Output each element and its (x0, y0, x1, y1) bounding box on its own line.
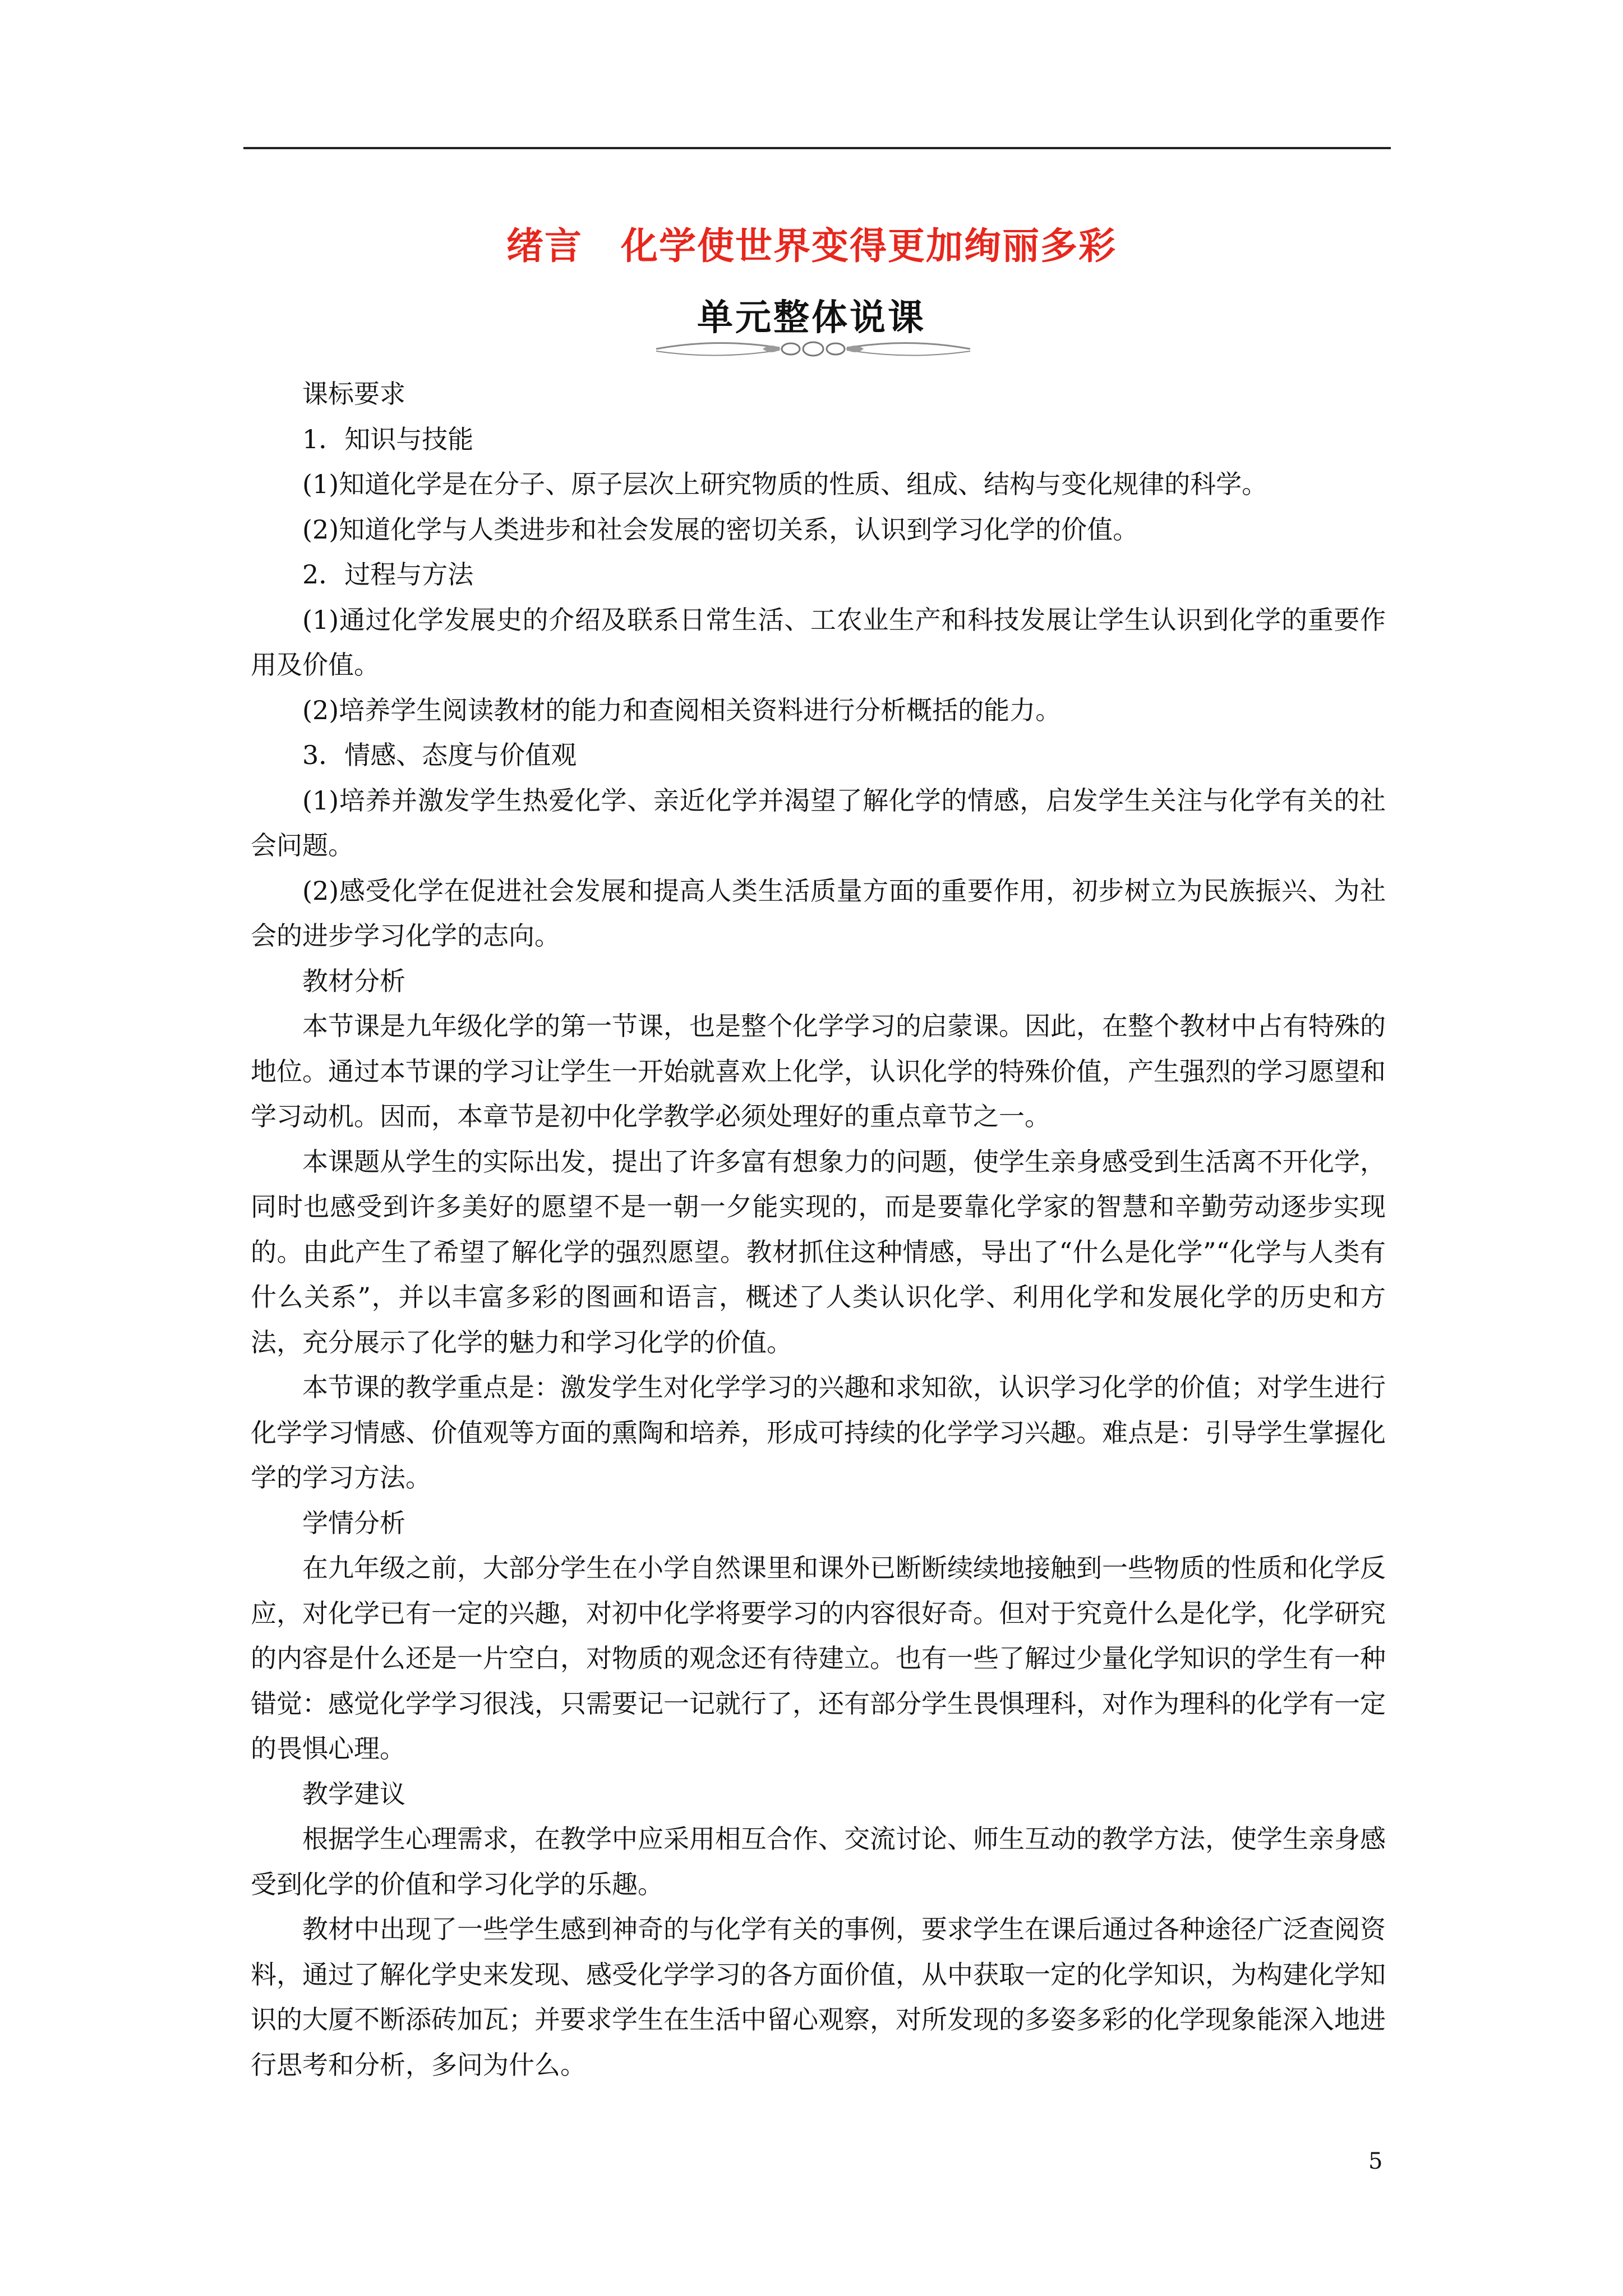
paragraph: 本课题从学生的实际出发，提出了许多富有想象力的问题，使学生亲身感受到生活离不开化学，同时也感受到许多美好的愿望不是一朝一夕能实现的，而是要靠化学家的智慧和辛勤劳动逐步实现的。由此产生了希望了解化学的强烈愿望。教材抓住这种情感，导出了“什么是化学”“化学与人类有什么关系”，并以丰富多彩的图画和语言，概述了人类认识化学、利用化学和发展化学的历史和方法，充分展示了化学的魅力和学习化学的价值。 (251, 1146, 1386, 1358)
heading-knowledge-skills: 1．知识与技能 (302, 424, 474, 454)
paragraph: (1)培养并激发学生热爱化学、亲近化学并渴望了解化学的情感，启发学生关注与化学有关的社会问题。 (251, 785, 1386, 861)
heading-student-analysis: 学情分析 (302, 1507, 405, 1538)
paragraph: (1)通过化学发展史的介绍及联系日常生活、工农业生产和科技发展让学生认识到化学的重要作用及价值。 (251, 604, 1386, 680)
section-subtitle: 单元整体说课 (697, 297, 926, 339)
paragraph: (2)知道化学与人类进步和社会发展的密切关系，认识到学习化学的价值。 (302, 514, 1139, 545)
document-body (251, 371, 1386, 2087)
header-rule (243, 147, 1391, 149)
heading-teaching-suggestions: 教学建议 (302, 1778, 405, 1809)
paragraph: 在九年级之前，大部分学生在小学自然课里和课外已断断续续地接触到一些物质的性质和化学反应，对化学已有一定的兴趣，对初中化学将要学习的内容很好奇。但对于究竟什么是化学，化学研究的内容是什么还是一片空白，对物质的观念还有待建立。也有一些了解过少量化学知识的学生有一种错觉：感觉化学学习很浅，只需要记一记就行了，还有部分学生畏惧理科，对作为理科的化学有一定的畏惧心理。 (251, 1553, 1386, 1764)
heading-process-methods: 2．过程与方法 (302, 559, 474, 590)
decorative-scroll-divider-icon (651, 332, 976, 366)
paragraph: 教材中出现了一些学生感到神奇的与化学有关的事例，要求学生在课后通过各种途径广泛查阅资料，通过了解化学史来发现、感受化学学习的各方面价值，从中获取一定的化学知识，为构建化学知识的大厦不断添砖加瓦；并要求学生在生活中留心观察，对所发现的多姿多彩的化学现象能深入地进行思考和分析，多问为什么。 (251, 1914, 1386, 2080)
paragraph: (2)感受化学在促进社会发展和提高人类生活质量方面的重要作用，初步树立为民族振兴、为社会的进步学习化学的志向。 (251, 875, 1386, 951)
heading-emotion-values: 3．情感、态度与价值观 (302, 740, 577, 770)
heading-textbook-analysis: 教材分析 (302, 965, 405, 996)
paragraph: 根据学生心理需求，在教学中应采用相互合作、交流讨论、师生互动的教学方法，使学生亲身感受到化学的价值和学习化学的乐趣。 (251, 1824, 1386, 1899)
page-number: 5 (1368, 2148, 1383, 2174)
paragraph: (2)培养学生阅读教材的能力和查阅相关资料进行分析概括的能力。 (302, 694, 1062, 725)
paragraph: (1)知道化学是在分子、原子层次上研究物质的性质、组成、结构与变化规律的科学。 (302, 469, 1268, 499)
heading-curriculum-requirements: 课标要求 (302, 379, 405, 409)
paragraph: 本节课的教学重点是：激发学生对化学学习的兴趣和求知欲，认识学习化学的价值；对学生进行化学学习情感、价值观等方面的熏陶和培养，形成可持续的化学学习兴趣。难点是：引导学生掌握化学的学习方法。 (251, 1372, 1386, 1493)
paragraph: 本节课是九年级化学的第一节课，也是整个化学学习的启蒙课。因此，在整个教材中占有特殊的地位。通过本节课的学习让学生一开始就喜欢上化学，认识化学的特殊价值，产生强烈的学习愿望和学习动机。因而，本章节是初中化学教学必须处理好的重点章节之一。 (251, 1011, 1386, 1131)
page-title: 绪言 化学使世界变得更加绚丽多彩 (506, 224, 1117, 268)
